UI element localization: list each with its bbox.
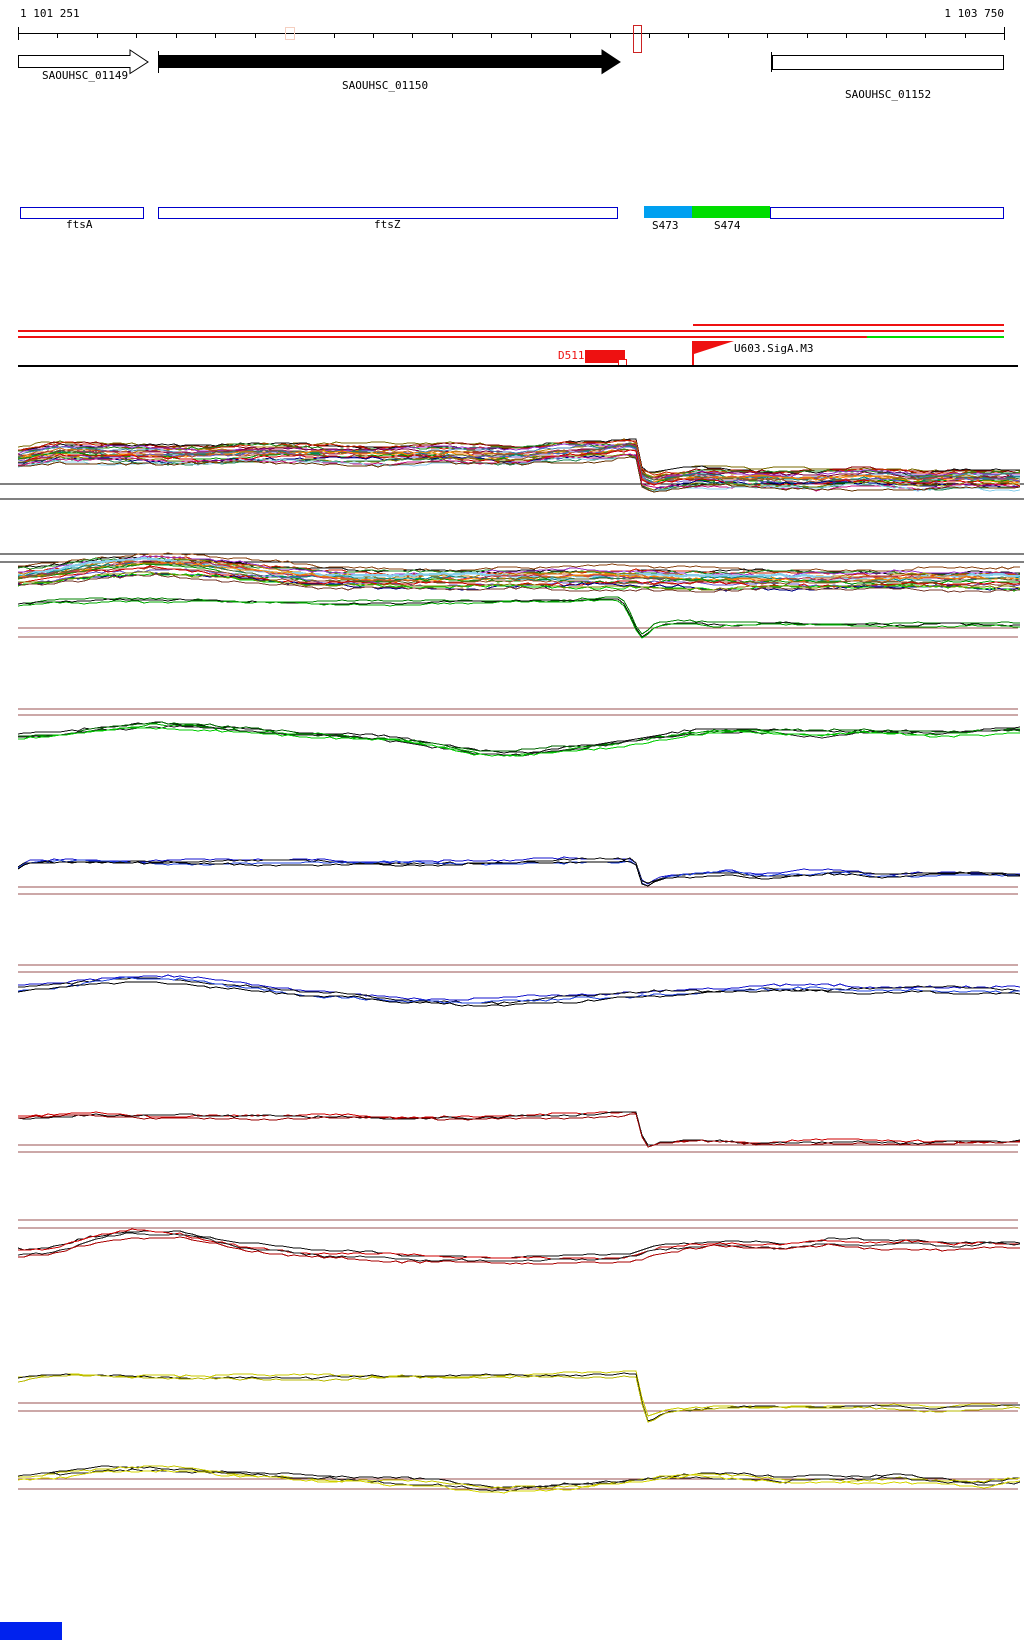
ruler-tick	[688, 33, 689, 38]
track-t1-all-conditions	[0, 439, 1024, 499]
feature-box-S474[interactable]	[692, 206, 770, 218]
ruler-tick	[491, 33, 492, 38]
track-series-line	[18, 599, 1020, 637]
track-series-line	[18, 722, 1020, 753]
feature-label-S474: S474	[714, 219, 741, 232]
track-series-line	[18, 1237, 1020, 1264]
track-series-line	[18, 1112, 1020, 1145]
marker-label-U603.SigA.M3[interactable]: U603.SigA.M3	[734, 342, 814, 355]
feature-label-S473: S473	[652, 219, 679, 232]
track-series-line	[18, 1229, 1020, 1259]
ruler-tick	[886, 33, 887, 38]
ruler-tick	[136, 33, 137, 38]
coverage-line-red-top	[693, 324, 1004, 326]
ruler-tick	[97, 33, 98, 38]
ruler-tick	[531, 33, 532, 38]
track-series-line	[18, 1373, 1020, 1421]
ruler-tick	[767, 33, 768, 38]
gene-box-SAOUHSC_01152[interactable]	[772, 55, 1004, 70]
ruler-tick	[610, 33, 611, 38]
track-series-line	[18, 858, 1020, 883]
ruler-tick	[965, 33, 966, 38]
ruler-axis-line	[18, 33, 1004, 34]
track-t2-bundle	[0, 553, 1024, 592]
track-series-line	[18, 1466, 1020, 1488]
ruler-end-tick	[1004, 27, 1005, 40]
ruler-tick	[255, 33, 256, 38]
gene-label-SAOUHSC_01152: SAOUHSC_01152	[845, 88, 932, 101]
track-series-line	[18, 1469, 1020, 1491]
coordinate-ruler[interactable]	[0, 0, 1024, 46]
ruler-pale-marker[interactable]	[285, 27, 295, 40]
ruler-tick	[176, 33, 177, 38]
flag-pennant-icon[interactable]	[694, 341, 734, 354]
ruler-tick	[215, 33, 216, 38]
track-series-line	[18, 1371, 1020, 1416]
track-t9-yellow-wavy	[18, 1466, 1020, 1493]
ruler-end-tick	[18, 27, 19, 40]
track-series-line	[18, 1375, 1020, 1422]
ruler-tick	[373, 33, 374, 38]
track-t2-green-pair	[18, 597, 1020, 638]
gene-label-SAOUHSC_01150: SAOUHSC_01150	[342, 79, 429, 92]
ruler-tick	[846, 33, 847, 38]
gene-label-SAOUHSC_01149: SAOUHSC_01149	[42, 69, 129, 82]
ruler-tick	[807, 33, 808, 38]
ruler-end-coordinate: 1 103 750	[944, 7, 1004, 20]
ruler-tick	[412, 33, 413, 38]
feature-box-S473[interactable]	[644, 206, 692, 218]
track-t7-red-wavy	[18, 1220, 1020, 1264]
track-series-line	[18, 982, 1020, 1006]
annotation-baseline	[18, 365, 1018, 367]
track-series-line	[18, 977, 1020, 1003]
ruler-tick	[570, 33, 571, 38]
track-t8-yellow-cliff	[18, 1371, 1020, 1422]
ruler-start-coordinate: 1 101 251	[20, 7, 80, 20]
track-t4-blue-cliff	[18, 857, 1020, 894]
bottom-selection-bar[interactable]	[0, 1622, 62, 1640]
ruler-tick	[334, 33, 335, 38]
track-t6-red-cliff	[18, 1112, 1020, 1152]
feature-box-unnamed[interactable]	[770, 207, 1004, 219]
track-t3-green	[18, 709, 1020, 756]
track-t5-blue-wavy	[18, 965, 1020, 1006]
ruler-tick	[728, 33, 729, 38]
feature-label-ftsA: ftsA	[66, 218, 93, 231]
ruler-red-cursor-box[interactable]	[633, 25, 642, 53]
ruler-tick	[649, 33, 650, 38]
ruler-tick	[452, 33, 453, 38]
track-series-line	[18, 600, 1020, 638]
coverage-line-red-middle	[18, 330, 1004, 332]
ruler-tick	[925, 33, 926, 38]
gene-arrow-SAOUHSC_01150[interactable]	[158, 49, 622, 75]
marker-label-D511[interactable]: D511	[558, 349, 585, 362]
coverage-line-red-bottom	[18, 336, 867, 338]
ruler-tick	[57, 33, 58, 38]
feature-label-ftsZ: ftsZ	[374, 218, 401, 231]
coverage-line-green-segment	[867, 336, 1004, 338]
